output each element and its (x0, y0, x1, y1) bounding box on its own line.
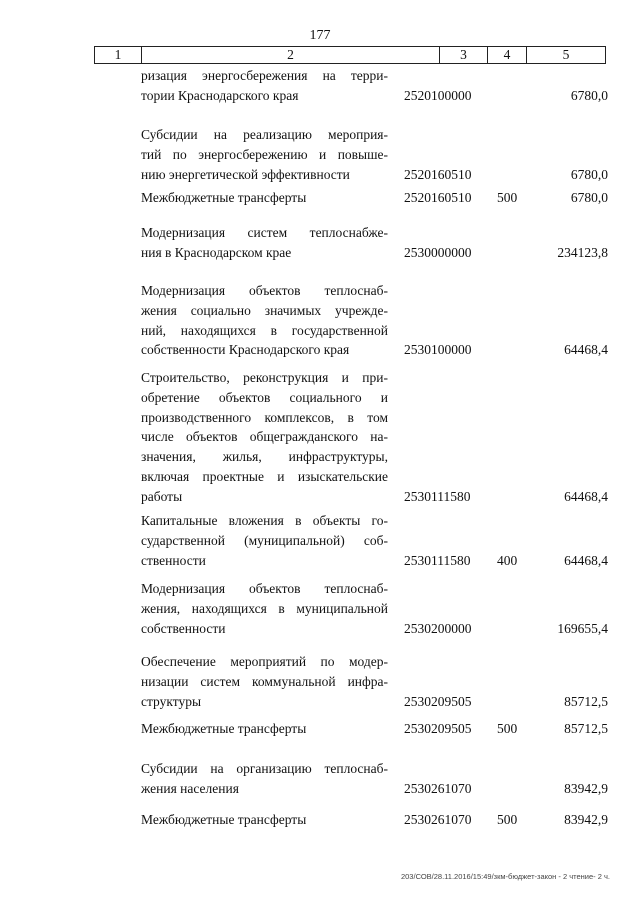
row-code: 2530209505 (404, 721, 472, 736)
header-col-1: 1 (114, 47, 122, 62)
row-code: 2520160510 (404, 190, 472, 205)
description-line: Межбюджетные трансферты (141, 812, 307, 827)
row-amount: 64468,4 (564, 342, 608, 358)
row-amount: 83942,9 (564, 780, 608, 796)
row-type: 500 (497, 190, 518, 205)
row-amount: 6780,0 (570, 166, 608, 182)
description-line: включая проектные и изыскательские (141, 468, 388, 484)
description-line: собственности Краснодарского края (141, 342, 350, 358)
description-line: нию энергетической эффективности (141, 166, 350, 182)
row-description (141, 188, 388, 208)
description-line: работы (141, 488, 183, 504)
description-line: тории Краснодарского края (141, 87, 299, 103)
row-type: 500 (497, 721, 518, 736)
row-code: 2530111580 (404, 552, 471, 568)
description-line: Межбюджетные трансферты (141, 190, 307, 205)
description-line: ственности (141, 552, 206, 568)
row-description (141, 511, 388, 570)
row-amount: 6780,0 (570, 190, 608, 205)
row-code: 2530261070 (404, 780, 472, 796)
description-line: собственности (141, 620, 226, 636)
description-line: Капитальные вложения в объекты го- (141, 513, 388, 528)
row-description (141, 281, 388, 360)
row-description (141, 368, 388, 507)
row-code: 2530111580 (404, 488, 471, 504)
description-line: числе объектов общегражданского на- (141, 429, 388, 445)
row-type: 500 (497, 812, 518, 827)
row-description (141, 652, 388, 711)
row-amount: 85712,5 (564, 721, 608, 736)
description-line: структуры (141, 693, 202, 709)
row-code: 2530200000 (404, 620, 472, 636)
description-line: жения населения (141, 780, 239, 796)
row-amount: 83942,9 (564, 812, 608, 827)
description-line: ния в Краснодарском крае (141, 244, 292, 260)
description-line: ризация энергосбережения на терри- (141, 68, 388, 83)
table-header (94, 46, 606, 64)
row-amount: 64468,4 (564, 488, 608, 504)
row-description (141, 125, 388, 184)
row-description (141, 759, 388, 799)
row-code: 2530100000 (404, 342, 472, 358)
row-code: 2530000000 (404, 244, 472, 260)
description-line: Обеспечение мероприятий по модер- (141, 654, 388, 669)
description-line: Модернизация объектов теплоснаб- (141, 581, 388, 596)
description-line: Строительство, реконструкция и при- (141, 370, 388, 385)
description-line: жения социально значимых учрежде- (141, 302, 388, 318)
row-description (141, 223, 388, 263)
description-line: жения, находящихся в муниципальной (141, 600, 388, 616)
description-line: производственного комплексов, в том (141, 409, 388, 425)
row-amount: 85712,5 (564, 693, 608, 709)
row-code: 2530261070 (404, 812, 472, 827)
row-code: 2520160510 (404, 166, 472, 182)
description-line: Модернизация объектов теплоснаб- (141, 283, 388, 298)
description-line: Субсидии на организацию теплоснаб- (141, 761, 388, 776)
description-line: Модернизация систем теплоснабже- (141, 225, 388, 240)
description-line: Субсидии на реализацию мероприя- (141, 127, 388, 142)
row-code: 2530209505 (404, 693, 472, 709)
row-type: 400 (497, 552, 518, 568)
row-amount: 234123,8 (557, 244, 608, 260)
description-line: сударственной (муниципальной) соб- (141, 532, 388, 548)
row-amount: 6780,0 (570, 87, 608, 103)
description-line: ний, находящихся в государственной (141, 322, 388, 338)
description-line: обретение объектов социального и (141, 389, 388, 405)
row-amount: 64468,4 (564, 552, 608, 568)
header-col-2: 2 (287, 47, 294, 62)
row-code: 2520100000 (404, 87, 472, 103)
row-description (141, 719, 388, 739)
row-amount: 169655,4 (557, 620, 608, 636)
header-col-4: 4 (503, 47, 511, 62)
header-col-5: 5 (562, 47, 570, 62)
header-col-3: 3 (460, 47, 467, 62)
row-description (141, 810, 388, 830)
page-number: 177 (309, 28, 331, 43)
description-line: тий по энергосбережению и повыше- (141, 146, 388, 162)
description-line: Межбюджетные трансферты (141, 721, 307, 736)
description-line: значения, жилья, инфраструктуры, (141, 449, 388, 465)
row-description (141, 66, 388, 106)
row-description (141, 579, 388, 638)
description-line: низации систем коммунальной инфра- (141, 673, 388, 689)
footer-stamp: 203/СОВ/28.11.2016/15:49/зкм-бюджет-закон - 2 чтение- 2 ч. (400, 872, 610, 881)
